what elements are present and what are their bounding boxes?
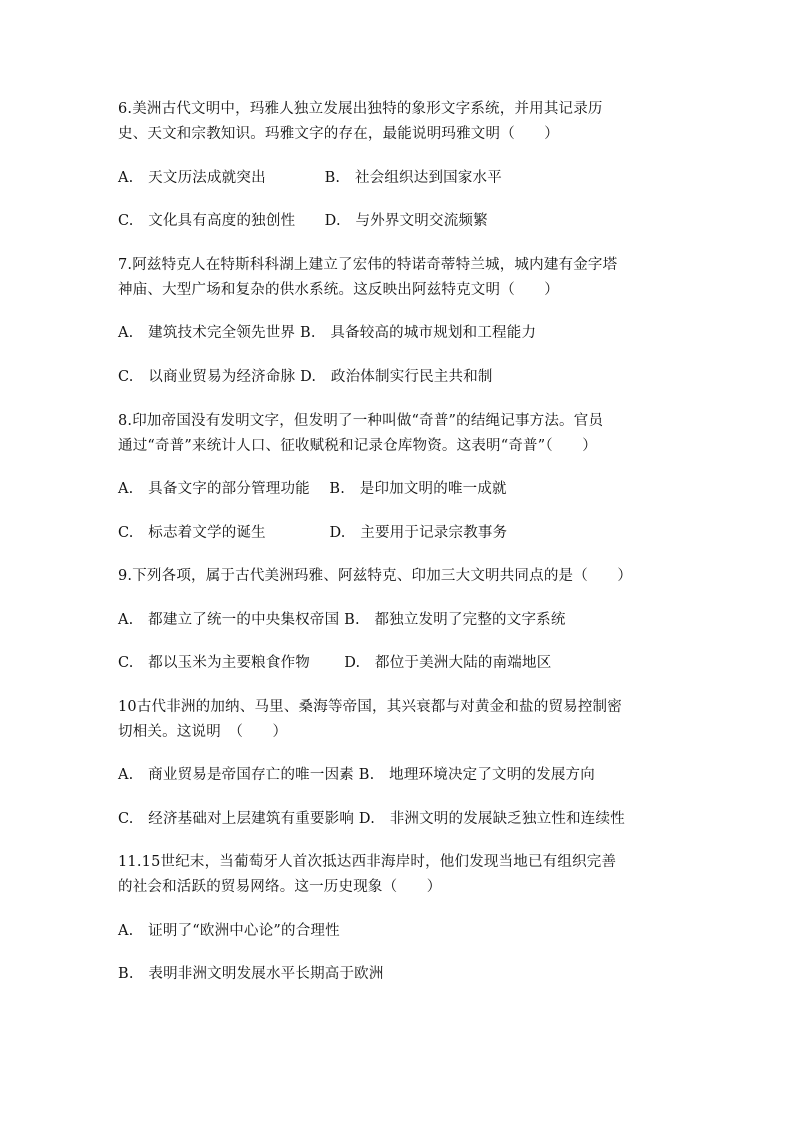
question-9-options-line-2: C. 都以玉米为主要粮食作物 D. 都位于美洲大陆的南端地区 <box>118 655 552 671</box>
question-9-stem-line-1: 9.下列各项，属于古代美洲玛雅、阿兹特克、印加三大文明共同点的是（ ） <box>118 568 633 584</box>
question-11-stem-line-2: 的社会和活跃的贸易网络。这一历史现象（ ） <box>118 879 442 895</box>
question-10-stem-line-1: 10古代非洲的加纳、马里、桑海等帝国，其兴衰都与对黄金和盐的贸易控制密 <box>118 699 622 715</box>
question-11-options-line-2: B. 表明非洲文明发展水平长期高于欧洲 <box>118 966 384 982</box>
question-8-options-line-1: A. 具备文字的部分管理功能 B. 是印加文明的唯一成就 <box>118 481 507 497</box>
question-6-options-line-2: C. 文化具有高度的独创性 D. 与外界文明交流频繁 <box>118 213 488 229</box>
question-6-options-line-1: A. 天文历法成就突出 B. 社会组织达到国家水平 <box>118 170 502 186</box>
question-8-stem-line-2: 通过“奇普”来统计人口、征收赋税和记录仓库物资。这表明“奇普”（ ） <box>118 438 597 454</box>
question-7-options-line-1: A. 建筑技术完全领先世界 B. 具备较高的城市规划和工程能力 <box>118 325 537 341</box>
question-10-stem-line-2: 切相关。这说明 （ ） <box>118 724 288 740</box>
question-10-options-line-1: A. 商业贸易是帝国存亡的唯一因素 B. 地理环境决定了文明的发展方向 <box>118 767 595 783</box>
question-6-stem-line-1: 6.美洲古代文明中，玛雅人独立发展出独特的象形文字系统，并用其记录历 <box>118 101 603 117</box>
question-8-options-line-2: C. 标志着文学的诞生 D. 主要用于记录宗教事务 <box>118 525 508 541</box>
question-7-options-line-2: C. 以商业贸易为经济命脉 D. 政治体制实行民主共和制 <box>118 369 493 385</box>
question-11-options-line-1: A. 证明了“欧洲中心论”的合理性 <box>118 923 340 939</box>
question-7-stem-line-1: 7.阿兹特克人在特斯科科湖上建立了宏伟的特诺奇蒂特兰城，城内建有金字塔 <box>118 257 618 273</box>
question-8-stem-line-1: 8.印加帝国没有发明文字，但发明了一种叫做“奇普”的结绳记事方法。官员 <box>118 413 604 429</box>
question-7-stem-line-2: 神庙、大型广场和复杂的供水系统。这反映出阿兹特克文明（ ） <box>118 282 559 298</box>
question-9-options-line-1: A. 都建立了统一的中央集权帝国 B. 都独立发明了完整的文字系统 <box>118 612 566 628</box>
question-6-stem-line-2: 史、天文和宗教知识。玛雅文字的存在，最能说明玛雅文明（ ） <box>118 126 559 142</box>
question-10-options-line-2: C. 经济基础对上层建筑有重要影响 D. 非洲文明的发展缺乏独立性和连续性 <box>118 811 625 827</box>
question-11-stem-line-1: 11.15世纪末，当葡萄牙人首次抵达西非海岸时，他们发现当地已有组织完善 <box>118 854 617 870</box>
